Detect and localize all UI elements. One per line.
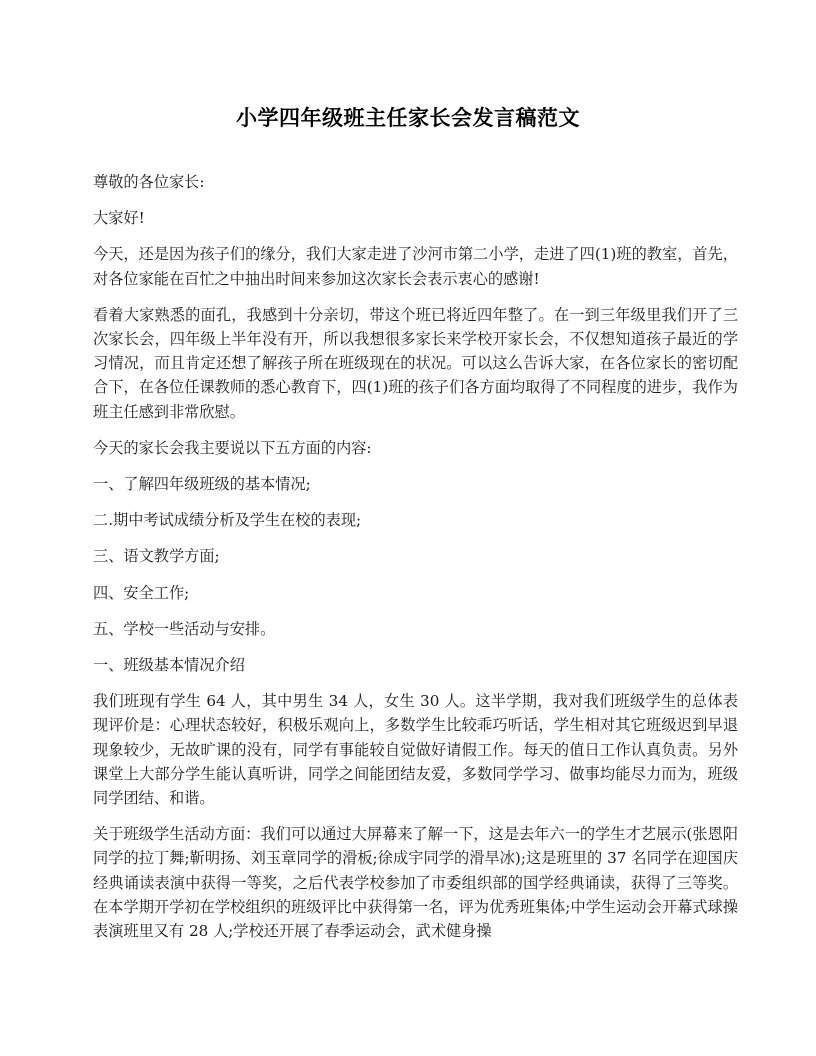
section-heading-1: 一、班级基本情况介绍 <box>93 656 245 675</box>
paragraph-agenda-lead: 今天的家长会我主要说以下五方面的内容: <box>93 438 372 457</box>
agenda-item-5: 五、学校一些活动与安排。 <box>93 619 276 638</box>
paragraph-salutation: 尊敬的各位家长: <box>93 173 205 191</box>
agenda-item-3: 三、语文教学方面; <box>93 547 220 566</box>
paragraph-class-activities: 关于班级学生活动方面：我们可以通过大屏幕来了解一下，这是去年六一的学生才艺展示(张恩阳同学的拉丁舞;靳明扬、刘玉章同学的滑板;徐成宇同学的滑旱冰);这是班里的 37 名同学在迎国庆经典诵读表演中获得一等奖，之后代表学校参加了市委组织部的国学经典诵读，获得了三等奖。在本学期开学初在学校组织的班级评比中获得第一名，评为优秀班集体;中学生运动会开幕式球操表演班里又有 28 人;学校还开展了春季运动会，武术健身操 <box>93 825 738 941</box>
agenda-item-4: 四、安全工作; <box>93 583 190 602</box>
agenda-item-1: 一、了解四年级班级的基本情况; <box>93 475 311 494</box>
paragraph-greeting: 大家好! <box>93 209 145 228</box>
document-body <box>93 170 738 943</box>
paragraph-class-overview: 我们班现有学生 64 人，其中男生 34 人，女生 30 人。这半学期，我对我们班级学生的总体表现评价是：心理状态较好，积极乐观向上，多数学生比较乖巧听话，学生相对其它班级迟到早退现象较少，无故旷课的没有，同学有事能较自觉做好请假工作。每天的值日工作认真负责。另外课堂上大部分学生能认真听讲，同学之间能团结友爱，多数同学学习、做事均能尽力而为，班级同学团结、和谐。 <box>93 692 738 808</box>
paragraph-opening: 今天，还是因为孩子们的缘分，我们大家走进了沙河市第二小学，走进了四(1)班的教室，首先，对各位家能在百忙之中抽出时间来参加这次家长会表示衷心的感谢! <box>93 245 738 288</box>
page-title: 小学四年级班主任家长会发言稿范文 <box>236 105 580 131</box>
paragraph-intro-feelings: 看着大家熟悉的面孔，我感到十分亲切，带这个班已将近四年整了。在一到三年级里我们开了三次家长会，四年级上半年没有开，所以我想很多家长来学校开家长会，不仅想知道孩子最近的学习情况，而且肯定还想了解孩子所在班级现在的状况。可以这么告诉大家，在各位家长的密切配合下，在各位任课教师的悉心教育下，四(1)班的孩子们各方面均取得了不同程度的进步，我作为班主任感到非常欣慰。 <box>93 305 738 421</box>
agenda-item-2: 二.期中考试成绩分析及学生在校的表现; <box>93 511 362 530</box>
